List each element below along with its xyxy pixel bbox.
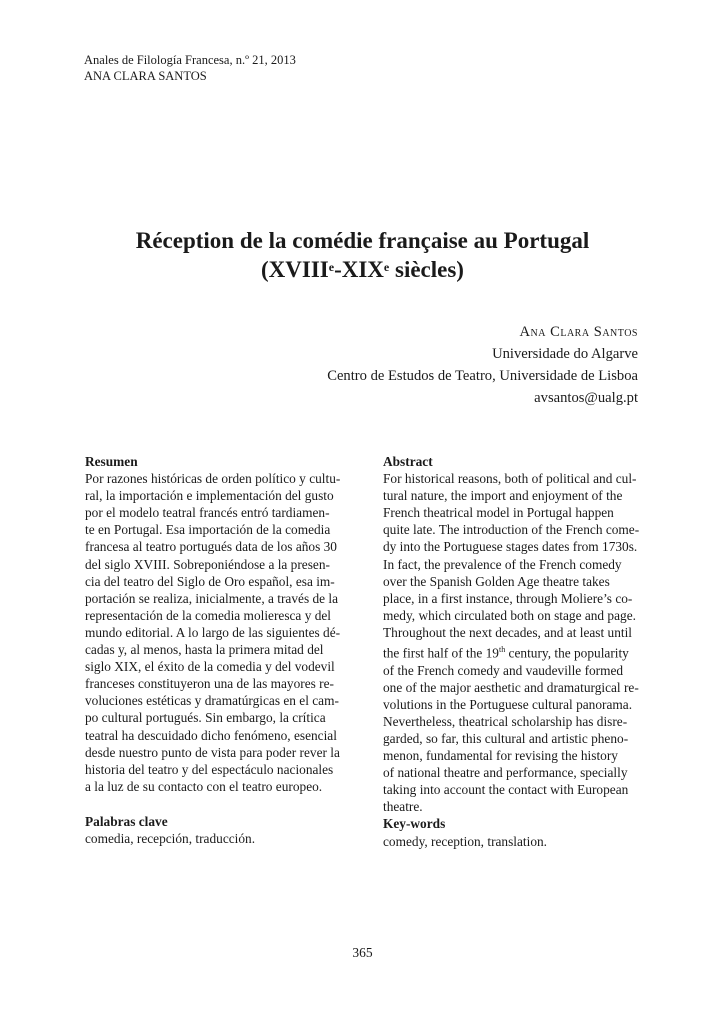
resumen-column <box>85 453 346 847</box>
author-affiliation-1: Universidade do Algarve <box>492 346 638 362</box>
abstract-column <box>383 453 644 850</box>
author-block <box>327 321 638 409</box>
title-superscript-2: e <box>383 260 390 274</box>
palabras-clave-text: comedia, recepción, traducción. <box>85 830 256 846</box>
abstract-text-part-1: For historical reasons, both of political and cul- tural nature, the import and enjoyment of the French theatrical model in Portugal happen quite late. The introduction of the French come- dy into the Portuguese stages dates from 1730s. In fact, the prevalence of the French comedy over the Spanish Golden Age theatre takes place, in a first instance, through Moliere’s co- medy, which circulated both on stage and page. Throughout the next decades, and at least until the first half of the 19 <box>383 471 640 661</box>
journal-citation: Anales de Filología Francesa, n.º 21, 2013 <box>84 53 296 67</box>
author-affiliation-2: Centro de Estudos de Teatro, Universidade de Lisboa <box>327 368 638 384</box>
resumen-text: Por razones históricas de orden político y cultu- ral, la importación e implementación del gusto por el modelo teatral francés entró tardiamen- te en Portugal. Esa importación de la comedia francesa al teatro portugués data de los años 30 del siglo XVIII. Sobreponiéndose a la presen- cia del teatro del Siglo de Oro español, esa im- portación se realiza, inicialmente, a través de la representación de la comedia molieresca y del mundo editorial. A lo largo de las siguientes dé- cadas y, al menos, hasta la primera mitad del siglo XIX, el éxito de la comedia y del vodevil franceses constituyeron una de las mayores re- voluciones estéticas y dramatúrgicas en el cam- po cultural portugués. Sin embargo, la crítica teatral ha descuidado dicho fenómeno, esencial desde nuestro punto de vista para poder rever la historia del teatro y del espectáculo nacionales a la luz de su contacto con el teatro europeo. <box>85 471 341 794</box>
author-email: avsantos@ualg.pt <box>534 390 638 406</box>
title-line-1: Réception de la comédie française au Portugal <box>135 228 590 253</box>
title-superscript-1: e <box>328 260 335 274</box>
abstract-text <box>383 470 644 815</box>
running-head <box>84 52 296 84</box>
title-line-2 <box>0 255 725 284</box>
resumen-heading: Resumen <box>85 454 138 469</box>
title-part-2: -XIX <box>334 257 384 282</box>
author-name: Ana Clara Santos <box>519 324 638 340</box>
abstract-superscript: th <box>498 645 506 655</box>
running-head-author: ANA CLARA SANTOS <box>84 69 207 83</box>
abstract-heading: Abstract <box>383 454 433 469</box>
title-part-1: (XVIII <box>261 257 329 282</box>
title-part-3: siècles) <box>389 257 464 282</box>
key-words-text: comedy, reception, translation. <box>383 833 548 849</box>
key-words-heading: Key-words <box>383 816 446 832</box>
palabras-clave-heading: Palabras clave <box>85 813 168 829</box>
abstract-text-part-2: century, the popularity of the French comedy and vaudeville formed one of the major aesthetic and dramaturgical re- volutions in the Portuguese cultural panorama. Nevertheless, theatrical scholarship has disre- garded, so far, this cultural and artistic pheno- menon, fundamental for revising the history of national theatre and performance, specially taking into account the contact with European theatre. <box>383 645 639 815</box>
page-number: 365 <box>352 945 373 960</box>
article-title <box>0 226 725 284</box>
